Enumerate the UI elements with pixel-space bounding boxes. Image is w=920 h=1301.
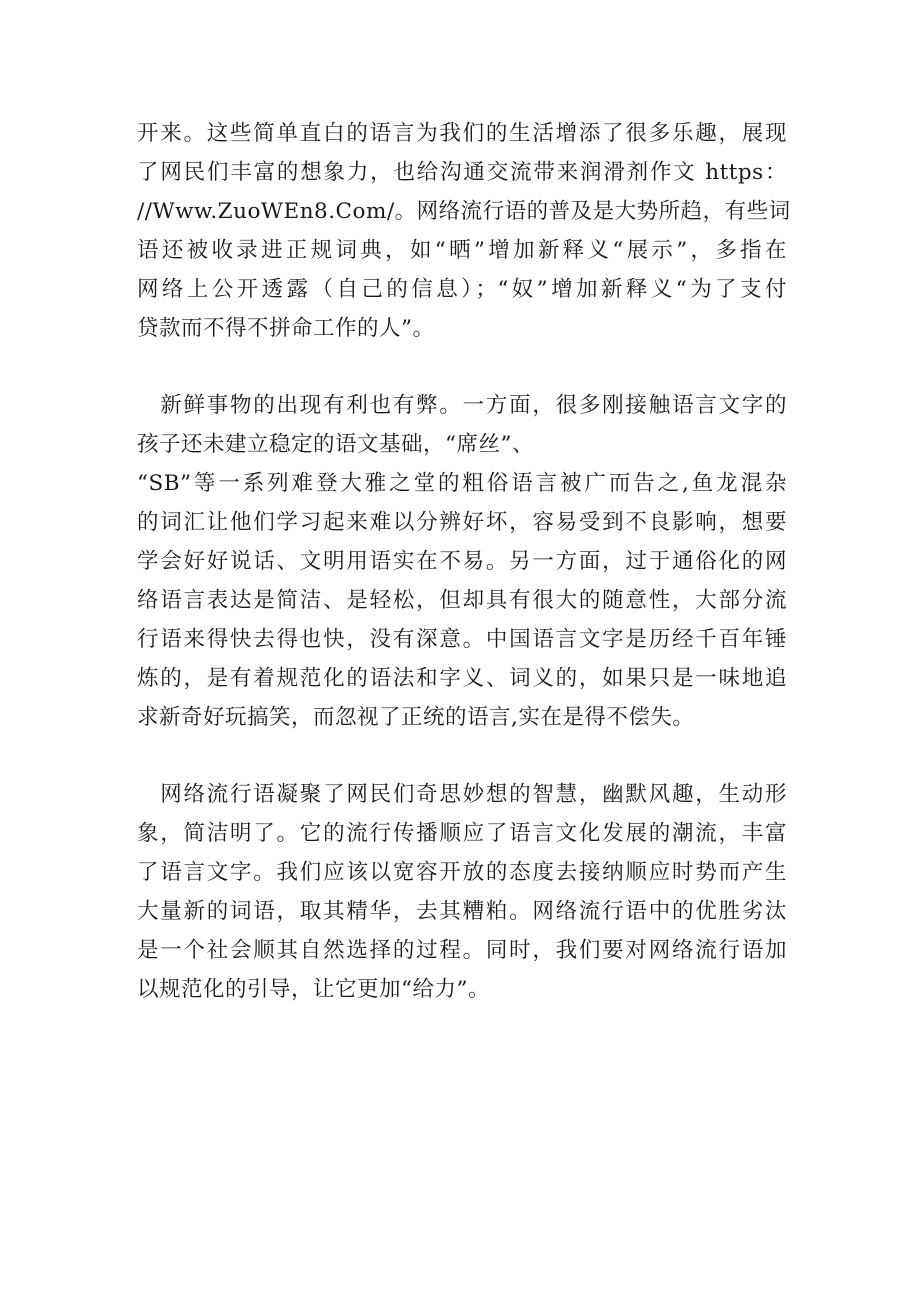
text-line: 网络流行语凝聚了网民们奇思妙想的智慧，幽默风趣，生动形 (137, 782, 787, 807)
text-line: 网络上公开透露（自己的信息）；“奴”增加新释义“为了支付 (137, 277, 787, 302)
paragraph-2 (137, 386, 787, 737)
text-line: 学会好好说话、文明用语实在不易。另一方面，过于通俗化的网 (137, 549, 787, 574)
text-line: //Www.ZuoWEn8.Com/。网络流行语的普及是大势所趋，有些词 (137, 199, 791, 224)
text-line: 贷款而不得不拼命工作的人”。 (137, 316, 435, 341)
text-line: 开来。这些简单直白的语言为我们的生活增添了很多乐趣，展现 (137, 121, 787, 146)
text-line: 新鲜事物的出现有利也有弊。一方面，很多刚接触语言文字的 (137, 393, 787, 418)
text-line: 是一个社会顺其自然选择的过程。同时，我们要对网络流行语加 (137, 938, 787, 963)
text-line: 炼的，是有着规范化的语法和字义、词义的，如果只是一味地追 (137, 666, 787, 691)
text-line: 络语言表达是简洁、是轻松，但却具有很大的随意性，大部分流 (137, 588, 787, 613)
paragraph-1 (137, 114, 791, 348)
text-line: 行语来得快去得也快，没有深意。中国语言文字是历经千百年锤 (137, 627, 787, 652)
text-line: 了语言文字。我们应该以宽容开放的态度去接纳顺应时势而产生 (137, 860, 787, 885)
text-line: 大量新的词语，取其精华，去其糟粕。网络流行语中的优胜劣汰 (137, 899, 787, 924)
text-line: 象，简洁明了。它的流行传播顺应了语言文化发展的潮流，丰富 (137, 821, 787, 846)
text-line: 孩子还未建立稳定的语文基础，“席丝”、 (137, 432, 534, 457)
text-line: 的词汇让他们学习起来难以分辨好坏，容易受到不良影响，想要 (137, 510, 787, 535)
text-line: 了网民们丰富的想象力，也给沟通交流带来润滑剂作文 https： (137, 160, 787, 185)
text-line: “SB”等一系列难登大雅之堂的粗俗语言被广而告之,鱼龙混杂 (137, 471, 787, 496)
text-line: 以规范化的引导，让它更加“给力”。 (137, 977, 490, 1002)
document-body (137, 114, 791, 1009)
text-line: 求新奇好玩搞笑，而忽视了正统的语言,实在是得不偿失。 (137, 705, 695, 730)
paragraph-3 (137, 775, 787, 1009)
text-line: 语还被收录进正规词典，如“晒”增加新释义“展示”，多指在 (137, 238, 787, 263)
